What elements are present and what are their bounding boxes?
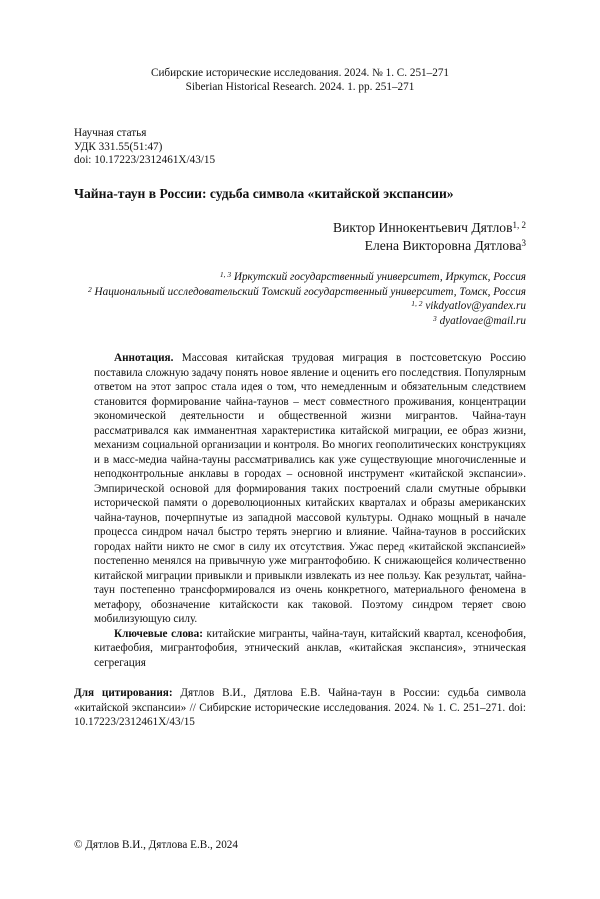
udk-code: УДК 331.55(51:47) <box>74 140 163 153</box>
affiliations-block <box>86 270 526 328</box>
affil-text: Национальный исследовательский Томский государственный университет, Томск, Россия <box>94 285 526 298</box>
author-2 <box>333 237 526 255</box>
author-name: Виктор Иннокентьевич Дятлов <box>333 220 513 235</box>
email-2 <box>86 314 526 329</box>
author-affil-marker: 3 <box>521 238 526 248</box>
affiliation-1 <box>86 270 526 285</box>
email-link[interactable]: vikdyatlov@yandex.ru <box>425 300 526 313</box>
abstract-section <box>94 351 526 670</box>
email-link[interactable]: dyatlovae@mail.ru <box>439 314 526 327</box>
affil-text: Иркутский государственный университет, Иркутск, Россия <box>233 271 526 283</box>
journal-name-ru: Сибирские исторические исследования. 2024. № 1. С. 251–271 <box>150 67 450 79</box>
affiliation-2 <box>86 285 526 300</box>
journal-header <box>0 66 600 94</box>
email-1 <box>86 299 526 314</box>
affil-marker: 2 <box>87 284 92 294</box>
abstract-label: Аннотация. <box>114 352 174 364</box>
affil-marker: 3 <box>433 313 437 323</box>
author-1 <box>333 219 526 237</box>
article-title: Чайна-таун в России: судьба символа «китайской экспансии» <box>74 186 454 201</box>
keywords-paragraph <box>94 627 526 671</box>
citation-text: Дятлов В.И., Дятлова Е.В. Чайна-таун в России: судьба символа «китайской экспансии» // Сибирские исторические исследования. 2024. № 1. С. 251–271. doi: 10.17223/2312461X/43/15 <box>74 687 526 728</box>
keywords-text: китайские мигранты, чайна-таун, китайский квартал, ксенофобия, китаефобия, мигрантофобия, этнический анклав, «китайская экспансия», этническая сегрегация <box>94 627 526 669</box>
author-name: Елена Викторовна Дятлова <box>364 238 522 253</box>
copyright-footer: © Дятлов В.И., Дятлова Е.В., 2024 <box>74 839 238 851</box>
doi: doi: 10.17223/2312461X/43/15 <box>74 154 216 166</box>
abstract-paragraph <box>94 351 526 627</box>
article-meta <box>74 127 215 168</box>
authors-block <box>333 219 526 255</box>
author-affil-marker: 1, 2 <box>512 220 526 230</box>
affil-marker: 1, 2 <box>411 299 423 309</box>
journal-name-en: Siberian Historical Research. 2024. 1. pp. 251–271 <box>185 81 415 93</box>
citation-section <box>74 686 526 730</box>
keywords-label: Ключевые слова: <box>114 627 203 640</box>
abstract-text: Массовая китайская трудовая миграция в постсоветскую Россию поставила сложную задачу понять новое явление и оценить его последствия. Популярным ответом на этот запрос стала идея о том, что немедленным и обязательным следствием становится формирование чайна-таунов – мест совместного проживания, концентрации экономической деятельности и общественной жизни мигрантов. Чайна-таун рассматривался как имманентная характеристика китайской миграции, ее образ жизни, механизм социальной организации и контроля. Во многих геополитических конструкциях и в масс-медиа чайна-тауны рассматривались как уже существующие многочисленные и неподконтрольные анклавы в городах – основной инструмент «китайской экспансии». Эмпирической основой для формирования таких построений слали смутные обрывки исторической памяти о дореволюционных китайских кварталах и образы американских чайна-таунов, почерпнутые из западной массовой культуры. Однако мощный в начале процесса синдром начал быстро терять энергию и влияние. Чайна-таунов в российских городах найти никто не смог в силу их отсутствия. Ужас перед «китайской экспансией» постепенно менялся на привычную уже мигрантофобию. К снижающейся количественно китайской миграции привыкли и привыкли извлекать из нее пользу. Как результат, чайна-таун постепенно трансформировался из очень конкретного, материального феномена в метафору, обозначение китайскости как таковой. Поэтому синдром теряет свою мобилизующую силу. <box>94 352 527 625</box>
citation-label: Для цитирования: <box>74 687 173 699</box>
article-type: Научная статья <box>74 127 147 139</box>
affil-marker: 1, 3 <box>219 270 232 279</box>
